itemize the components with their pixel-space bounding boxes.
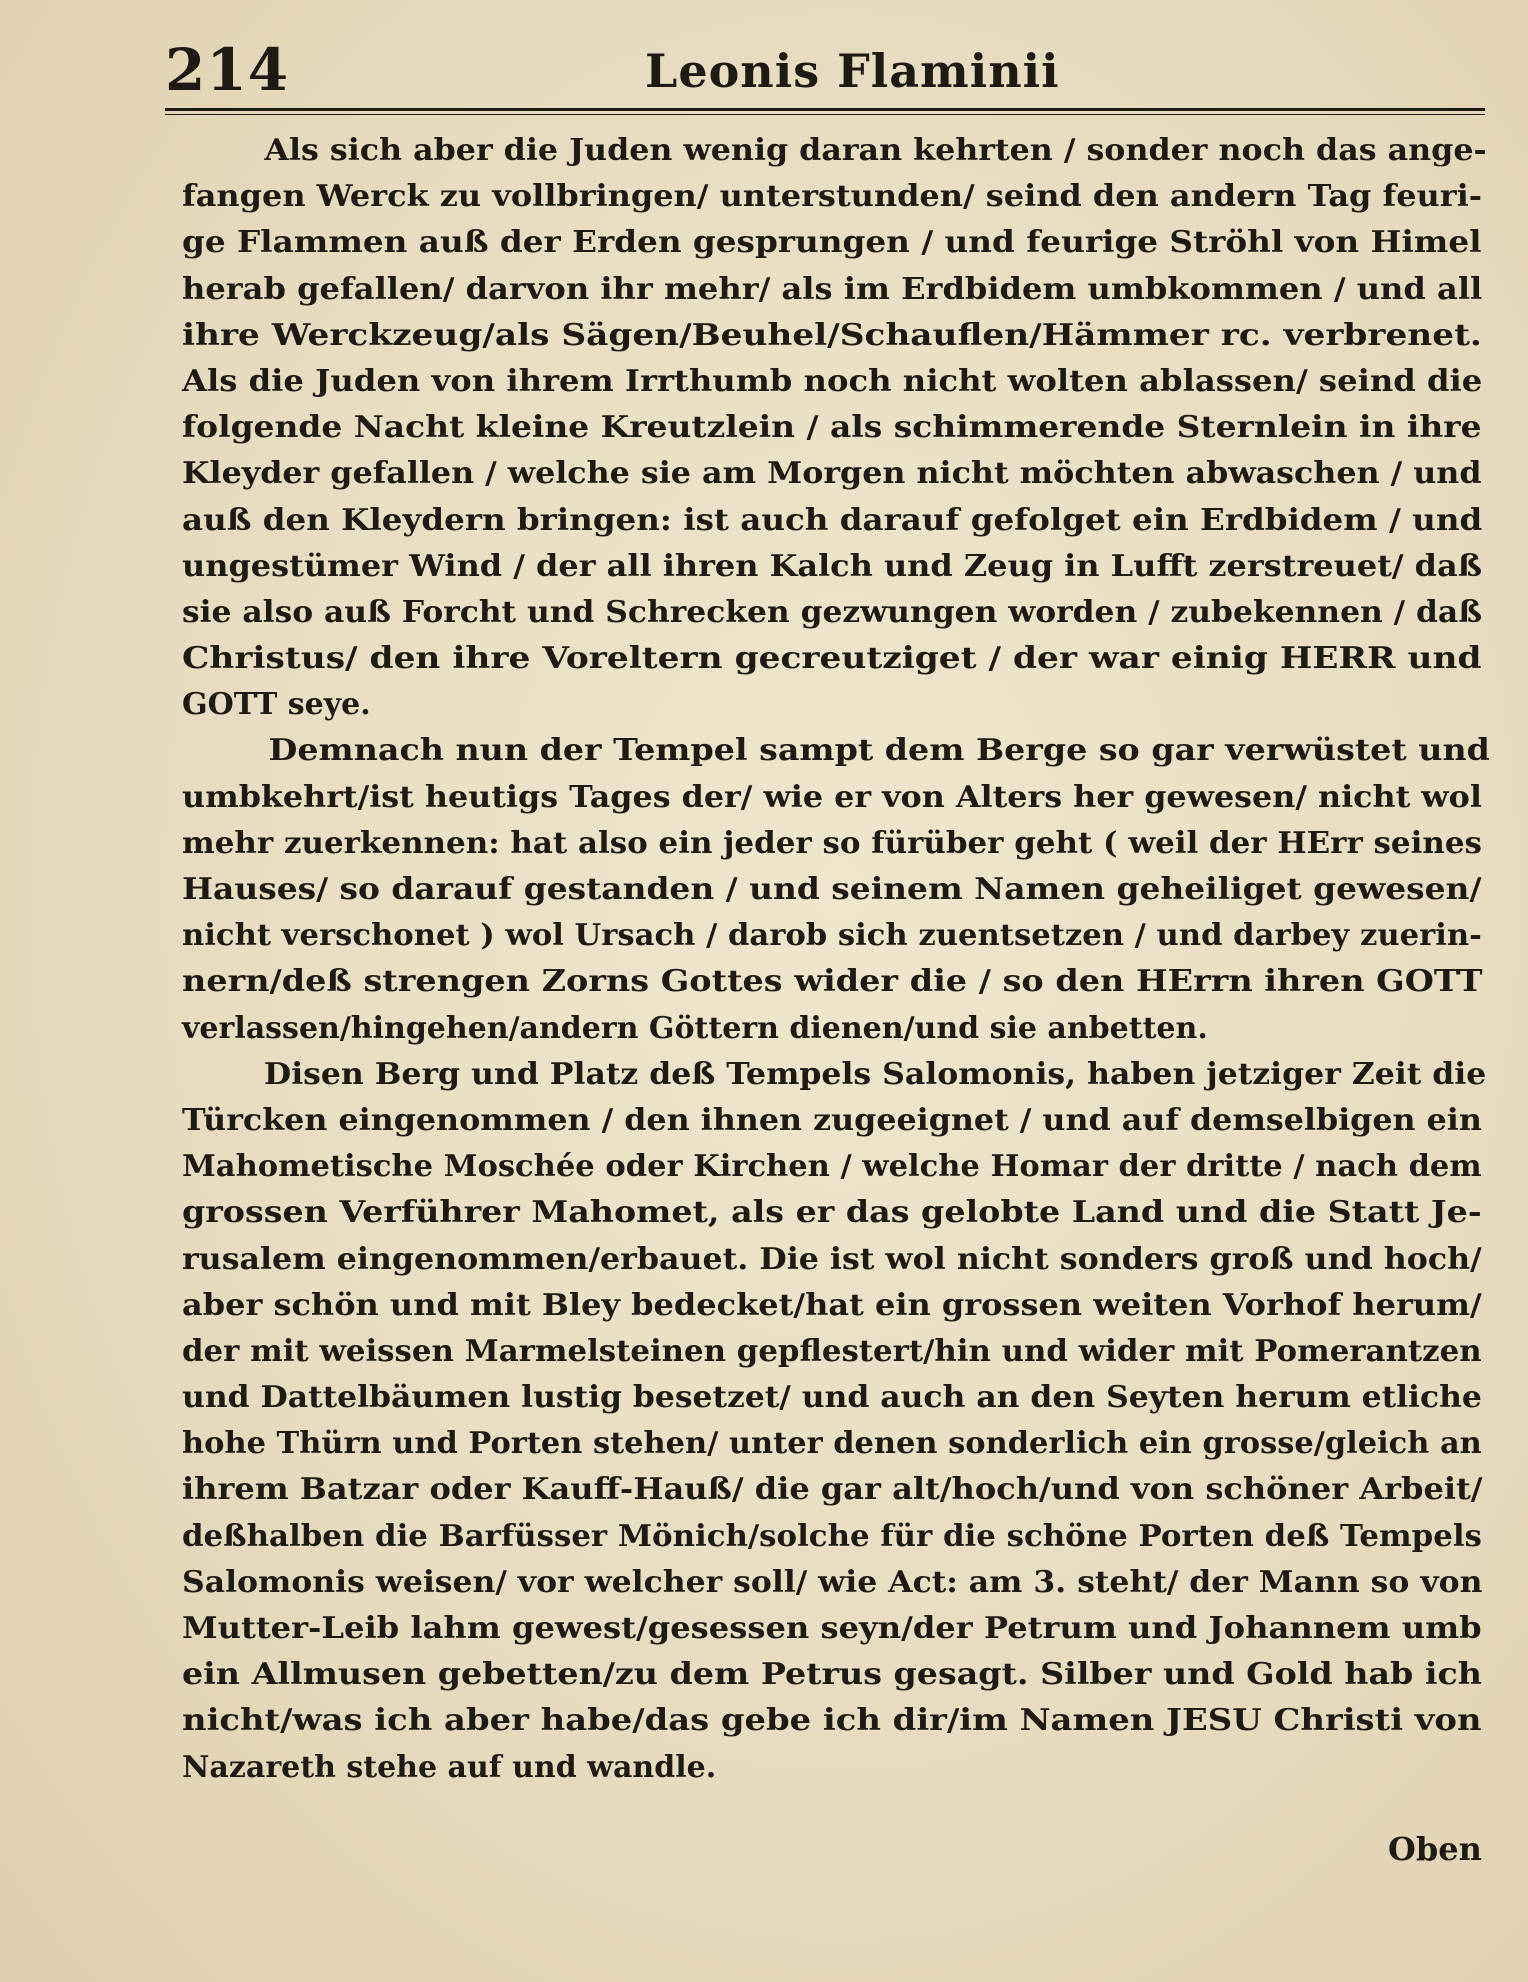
body-text [182,128,1490,1791]
text-line: der mit weissen Marmelsteinen gepflestert/hin und wider mit Pomerantzen [182,1333,1482,1369]
text-line: und Dattelbäumen lustig besetzet/ und auch an den Seyten herum etliche [182,1380,1482,1416]
running-head: Leonis Flaminii [645,44,1060,98]
text-line: mehr zuerkennen: hat also ein jeder so fürüber geht ( weil der HErr seines [182,825,1482,861]
text-line: auß den Kleydern bringen: ist auch darauf gefolget ein Erdbidem / und [182,502,1483,538]
text-line: sie also auß Forcht und Schrecken gezwungen worden / zubekennen / daß [182,594,1483,630]
text-line: rusalem eingenommen/erbauet. Die ist wol nicht sonders groß und hoch/ [182,1241,1482,1277]
page-header [165,30,1485,104]
text-line: Türcken eingenommen / den ihnen zugeeignet / und auf demselbigen ein [182,1102,1482,1138]
text-line: Als die Juden von ihrem Irrthumb noch nicht wolten ablassen/ seind die [182,363,1483,399]
text-line: ihre Werckzeug/als Sägen/Beuhel/Schauflen/Hämmer rc. verbrenet. [182,317,1482,353]
header-rule [165,108,1485,115]
text-line: verlassen/hingehen/andern Göttern dienen/und sie anbetten. [182,1010,1208,1046]
text-line: Als sich aber die Juden wenig daran kehrten / sonder noch das ange- [264,133,1487,168]
catchword: Oben [1388,1830,1482,1868]
text-line: umbkehrt/ist heutigs Tages der/ wie er von Alters her gewesen/ nicht wol [182,779,1482,815]
text-line: Disen Berg und Platz deß Tempels Salomonis, haben jetziger Zeit die [263,1056,1487,1092]
text-line: ungestümer Wind / der all ihren Kalch und Zeug in Lufft zerstreuet/ daß [182,548,1482,584]
text-line: Christus/ den ihre Voreltern gecreutziget / der war einig HERR und [182,641,1482,677]
text-line: fangen Werck zu vollbringen/ unterstunden/ seind den andern Tag feuri- [182,179,1482,215]
text-line: hohe Thürn und Porten stehen/ unter denen sonderlich ein grosse/gleich an [182,1426,1482,1462]
text-line: Kleyder gefallen / welche sie am Morgen nicht möchten abwaschen / und [182,456,1482,492]
text-line: folgende Nacht kleine Kreutzlein / als schimmerende Sternlein in ihre [182,410,1482,446]
text-line: Nazareth stehe auf und wandle. [182,1749,717,1785]
text-line: deßhalben die Barfüsser Mönich/solche für die schöne Porten deß Tempels [182,1518,1482,1554]
text-line: Mutter-Leib lahm gewest/gesessen seyn/der Petrum und Johannem umb [182,1611,1482,1646]
text-line: ge Flammen auß der Erden gesprungen / und feurige Ströhl von Himel [182,225,1482,261]
text-line: nern/deß strengen Zorns Gottes wider die / so den HErrn ihren GOTT [182,964,1483,1000]
text-line: ein Allmusen gebetten/zu dem Petrus gesagt. Silber und Gold hab ich [182,1657,1482,1693]
text-line: Salomonis weisen/ vor welcher soll/ wie Act: am 3. steht/ der Mann so von [182,1564,1483,1600]
text-line: nicht/was ich aber habe/das gebe ich dir/im Namen JESU Christi von [182,1703,1482,1739]
text-line: aber schön und mit Bley bedecket/hat ein grossen weiten Vorhof herum/ [182,1287,1482,1323]
text-line: herab gefallen/ darvon ihr mehr/ als im Erdbidem umbkommen / und all [182,271,1483,307]
text-line: GOTT seye. [182,687,371,723]
text-line: Demnach nun der Tempel sampt dem Berge so gar verwüstet und [268,733,1490,769]
text-line: nicht verschonet ) wol Ursach / darob sich zuentsetzen / und darbey zuerin- [182,918,1482,954]
text-line: Mahometische Moschée oder Kirchen / welche Homar der dritte / nach dem [182,1149,1482,1185]
text-line: Hauses/ so darauf gestanden / und seinem Namen geheiliget gewesen/ [182,872,1482,907]
text-line: grossen Verführer Mahomet, als er das gelobte Land und die Statt Je- [182,1195,1482,1231]
text-line: ihrem Batzar oder Kauff-Hauß/ die gar alt/hoch/und von schöner Arbeit/ [182,1472,1483,1508]
page-number: 214 [165,36,290,104]
